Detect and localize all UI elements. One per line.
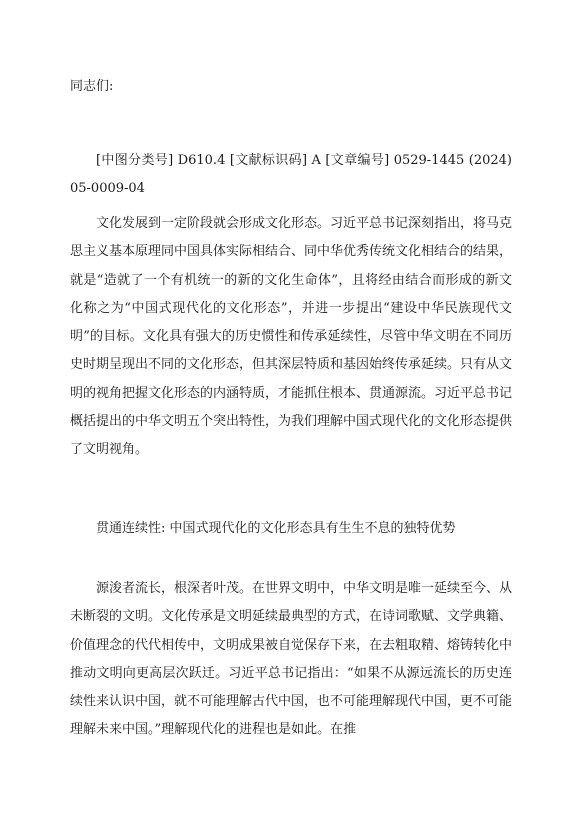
- body-paragraph-2: 源浚者流长，根深者叶茂。在世界文明中，中华文明是唯一延续至今、从未断裂的文明。文化传承是文明延续最典型的方式，在诗词歌赋、文学典籍、价值理念的代代相传中，文明成果被自觉保存下来，在去粗取精、熔铸转化中推动文明向更高层次跃迁。习近平总书记指出：“如果不从源远流长的历史连续性来认识中国，就不可能理解古代中国，也不可能理解现代中国，更不可能理解未来中国。”理解现代化的进程也是如此。在推: [70, 581, 513, 738]
- classification-info: [中图分类号] D610.4 [文献标识码] A [文章编号] 0529-1445 (2024) 05-0009-04: [70, 153, 512, 197]
- section-heading: 贯通连续性: 中国式现代化的文化形态具有生生不息的独特优势: [96, 521, 456, 536]
- body-paragraph-1: 文化发展到一定阶段就会形成文化形态。习近平总书记深刻指出，将马克思主义基本原理同中国具体实际相结合、同中华优秀传统文化相结合的结果，就是“造就了一个有机统一的新的文化生命体”，且将经由结合而形成的新文化称之为“中国式现代化的文化形态”，并进一步提出“建设中华民族现代文明”的目标。文化具有强大的历史惯性和传承延续性，尽管中华文明在不同历史时期呈现出不同的文化形态，但其深层特质和基因始终传承延续。只有从文明的视角把握文化形态的内涵特质，才能抓住根本、贯通源流。习近平总书记概括提出的中华文明五个突出特性，为我们理解中国式现代化的文化形态提供了文明视角。: [70, 216, 513, 458]
- salutation: 同志们:: [70, 79, 114, 94]
